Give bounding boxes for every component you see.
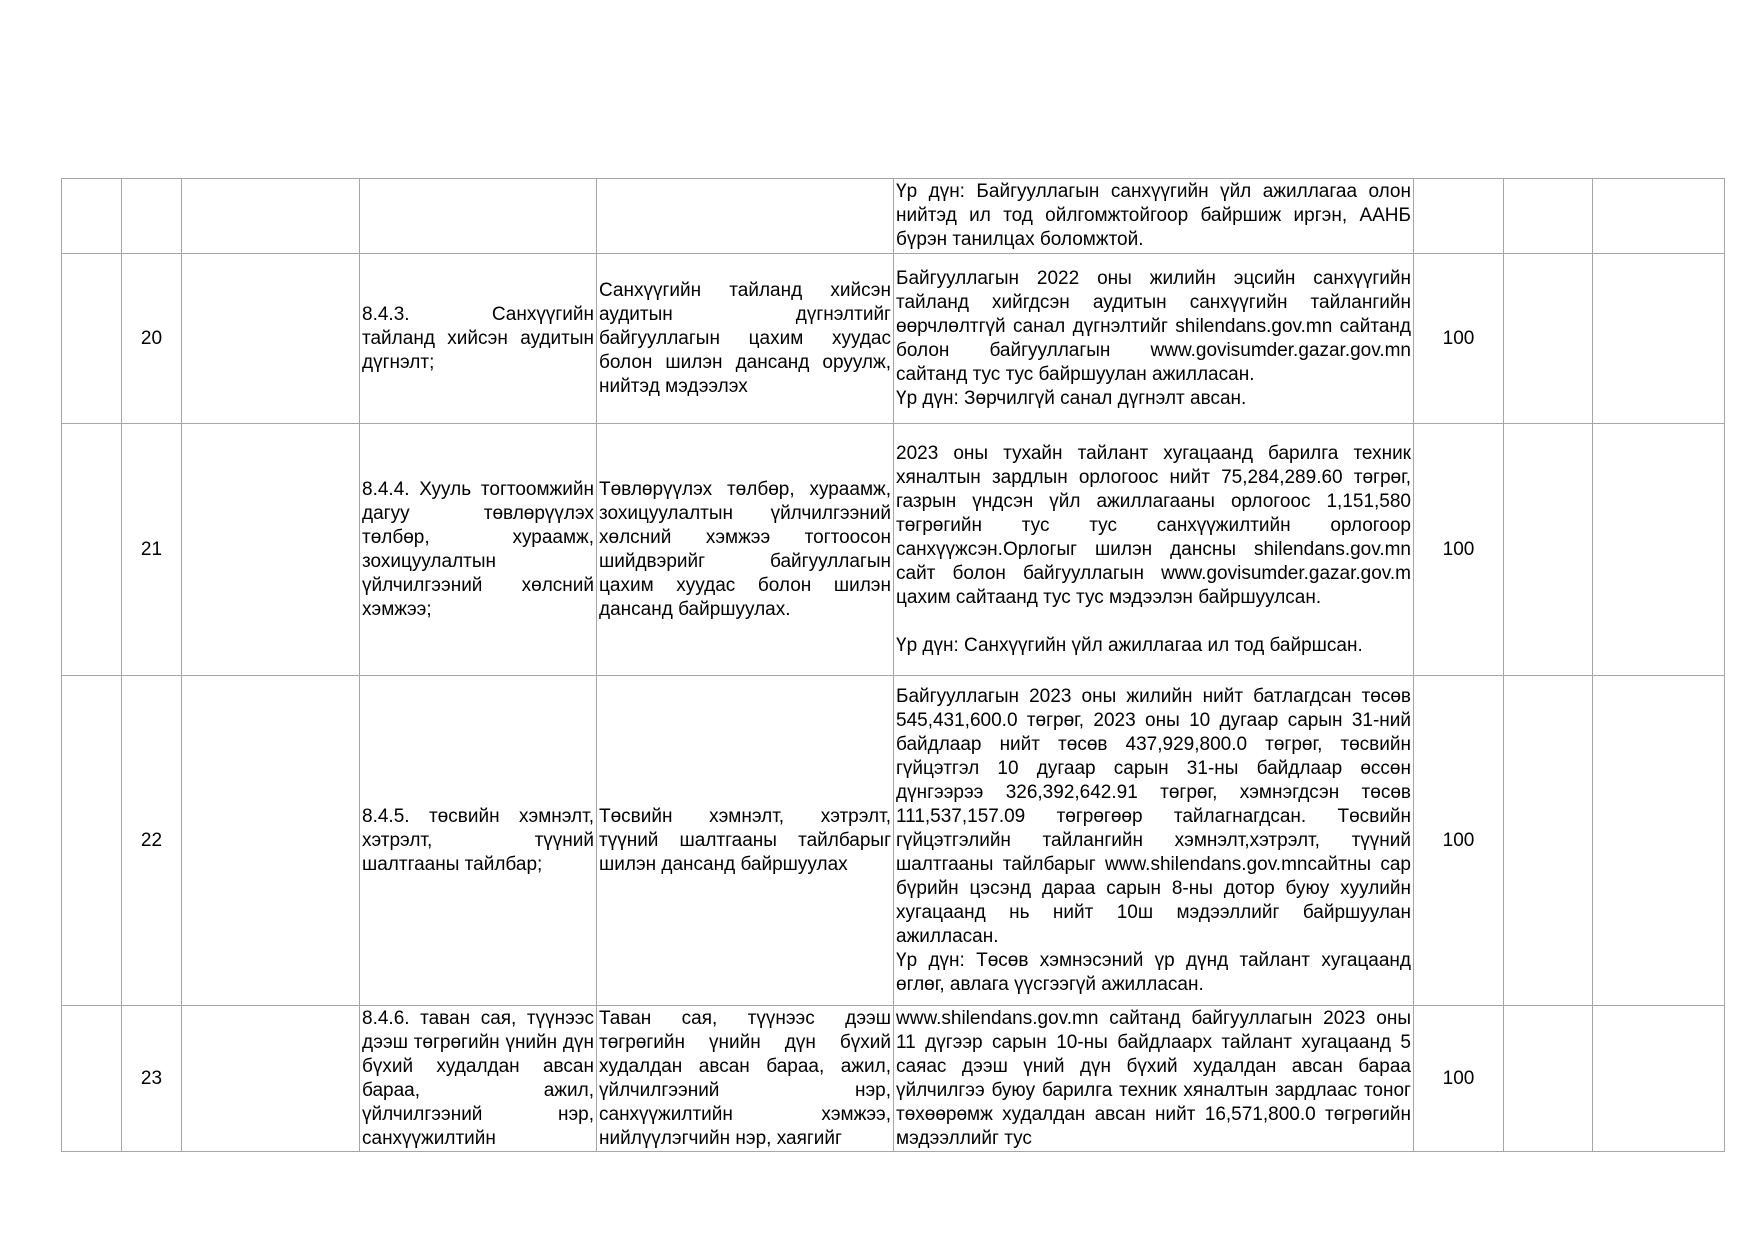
empty-cell	[182, 179, 360, 254]
measure-cell	[597, 1006, 894, 1152]
result-cell	[894, 1006, 1414, 1152]
measure-cell: Төсвийн хэмнэлт, хэтрэлт, түүний шалтгааны тайлбарыг шилэн дансанд байршуулах	[597, 676, 894, 1006]
result-paragraph: www.shilendans.gov.mn сайтанд байгууллагын 2023 оны 11 дүгээр сарын 10-ны байдлаарх тайлант хугацаанд 5 саяас дээш үний дүн бүхий худалдан авсан бараа үйлчилгээ буюу барилга техник хяналтын зардлаас тоног төхөөрөмж худалдан авсан нийт 16,571,800.0 төгрөгийн мэдээллийг тус	[896, 1007, 1411, 1149]
empty-cell	[1504, 424, 1593, 676]
table-row	[62, 424, 1725, 676]
task-text: 8.4.6. таван сая, түүнээс дээш төгрөгийн үнийн дүн бүхий худалдан авсан бараа, ажил, үйлчилгээний нэр, санхүүжилтийн	[362, 1007, 594, 1149]
table-row	[62, 179, 1725, 254]
empty-cell	[182, 424, 360, 676]
empty-cell	[1593, 424, 1725, 676]
empty-cell	[182, 676, 360, 1006]
row-index: 21	[122, 424, 182, 676]
result-paragraph: Байгууллагын 2023 оны жилийн нийт батлагдсан төсөв 545,431,600.0 төгрөг, 2023 оны 10 дугаар сарын 31-ний байдлаар нийт төсөв 437,929,800.0 төгрөг, төсвийн гүйцэтгэл 10 дугаар сарын 31-ны байдлаар өссөн дүнгээрээ 326,392,642.91 төгрөг, хэмнэгдсэн төсөв 111,537,157.09 төгрөгөөр тайлагнагдсан. Төсвийн гүйцэтгэлийн тайлангийн хэмнэлт,хэтрэлт, түүний шалтгааны тайлбарыг www.shilendans.gov.mnсайтны сар бүрийн цэсэнд дараа сарын 8-ны дотор буюу хуулийн хугацаанд нь нийт 10ш мэдээллийг байршуулан ажилласан.	[896, 685, 1411, 947]
empty-cell	[1593, 179, 1725, 254]
report-table	[61, 178, 1725, 1152]
task-cell	[360, 179, 597, 254]
task-cell: 8.4.5. төсвийн хэмнэлт, хэтрэлт, түүний шалтгааны тайлбар;	[360, 676, 597, 1006]
empty-cell	[62, 676, 122, 1006]
empty-cell	[1593, 1006, 1725, 1152]
score-cell: 100	[1414, 424, 1504, 676]
table-row	[62, 254, 1725, 424]
result-outcome: Үр дүн: Төсөв хэмнэсэний үр дүнд тайлант хугацаанд өглөг, авлага үүсгээгүй ажилласан.	[896, 949, 1411, 995]
empty-cell	[182, 1006, 360, 1152]
result-paragraph: 2023 оны тухайн тайлант хугацаанд барилга техник хяналтын зардлын орлогоос нийт 75,284,289.60 төгрөг, газрын үндсэн үйл ажиллагааны орлогоос 1,151,580 төгрөгийн тус тус санхүүжилтийн орлогоор санхүүжсэн.Орлогыг шилэн дансны shilendans.gov.mn сайт болон байгууллагын www.govisumder.gazar.gov.m цахим сайтаанд тус тус мэдээлэн байршуулсан.	[896, 442, 1411, 608]
score-cell	[1414, 179, 1504, 254]
result-cell	[894, 254, 1414, 424]
empty-cell	[1593, 676, 1725, 1006]
result-cell	[894, 676, 1414, 1006]
result-paragraph: Үр дүн: Байгууллагын санхүүгийн үйл ажиллагаа олон нийтэд ил тод ойлгомжтойгоор байршиж иргэн, ААНБ бүрэн танилцах боломжтой.	[896, 181, 1411, 250]
empty-cell	[1504, 254, 1593, 424]
task-cell: 8.4.3. Санхүүгийн тайланд хийсэн аудитын дүгнэлт;	[360, 254, 597, 424]
empty-cell	[1504, 676, 1593, 1006]
empty-cell	[1593, 254, 1725, 424]
empty-cell	[62, 254, 122, 424]
task-cell	[360, 1006, 597, 1152]
empty-cell	[62, 424, 122, 676]
score-cell: 100	[1414, 1006, 1504, 1152]
measure-cell: Санхүүгийн тайланд хийсэн аудитын дүгнэлтийг байгууллагын цахим хуудас болон шилэн дансанд оруулж, нийтэд мэдээлэх	[597, 254, 894, 424]
row-index: 22	[122, 676, 182, 1006]
result-cell	[894, 424, 1414, 676]
empty-cell	[182, 254, 360, 424]
table-row	[62, 1006, 1725, 1152]
result-paragraph: Байгууллагын 2022 оны жилийн эцсийн санхүүгийн тайланд хийгдсэн аудитын санхүүгийн тайлангийн өөрчлөлтгүй санал дүгнэлтийг shilendans.gov.mn сайтанд болон байгууллагын www.govisumder.gazar.gov.mn сайтанд тус тус байршуулан ажилласан.	[896, 267, 1411, 385]
empty-cell	[62, 179, 122, 254]
row-index: 20	[122, 254, 182, 424]
score-cell: 100	[1414, 254, 1504, 424]
empty-cell	[62, 1006, 122, 1152]
row-index: 23	[122, 1006, 182, 1152]
measure-cell: Төвлөрүүлэх төлбөр, хураамж, зохицуулалтын үйлчилгээний хөлсний хэмжээ тогтоосон шийдвэрийг байгууллагын цахим хуудас болон шилэн дансанд байршуулах.	[597, 424, 894, 676]
measure-cell	[597, 179, 894, 254]
table-row	[62, 676, 1725, 1006]
result-outcome: Үр дүн: Санхүүгийн үйл ажиллагаа ил тод байршсан.	[896, 634, 1363, 656]
measure-text: Таван сая, түүнээс дээш төгрөгийн үнийн дүн бүхий худалдан авсан бараа, ажил, үйлчилгээний нэр, санхүүжилтийн хэмжээ, нийлүүлэгчийн нэр, хаягийг	[599, 1007, 891, 1149]
task-cell: 8.4.4. Хууль тогтоомжийн дагуу төвлөрүүлэх төлбөр, хураамж, зохицуулалтын үйлчилгээний хөлсний хэмжээ;	[360, 424, 597, 676]
empty-cell	[1504, 1006, 1593, 1152]
score-cell: 100	[1414, 676, 1504, 1006]
result-cell	[894, 179, 1414, 254]
row-index	[122, 179, 182, 254]
result-outcome: Үр дүн: Зөрчилгүй санал дүгнэлт авсан.	[896, 387, 1247, 409]
empty-cell	[1504, 179, 1593, 254]
